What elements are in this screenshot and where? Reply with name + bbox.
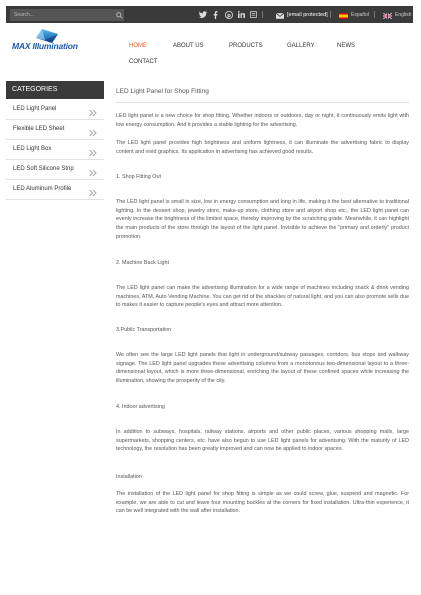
categories-heading: CATEGORIES <box>6 81 104 99</box>
category-label: LED Light Panel <box>13 106 57 112</box>
nav-news[interactable]: NEWS <box>337 43 355 49</box>
envelope-icon <box>276 6 284 24</box>
email-text: [email protected] <box>287 11 328 18</box>
pinterest-icon[interactable] <box>224 10 233 19</box>
svg-text:p: p <box>226 12 231 19</box>
top-bar <box>6 6 413 23</box>
article-paragraph: The installation of the LED light panel for shop fitting is simple as we could screw, glue, suspend and magnetic. For example, we are able to cut and leave four mounting buckles at the corners for fixed installation. Ultra-thin experience, it can be well integrated with the wall after installation. <box>116 491 409 515</box>
category-led-light-box[interactable] <box>6 140 104 160</box>
article-paragraph: We often see the large LED light panels that light in underground/subway passages, corridors, bus stops and walkway signage. The LED light panel upgrades these advertising columns from a monotonous two-dimensional layout to a three-dimensional layout, which is more three-dimensional, enriching the layout of these confined spaces while increasing the illumination, showing the prosperity of the city. <box>116 352 409 385</box>
facebook-icon[interactable] <box>211 10 220 19</box>
search-icon[interactable] <box>114 10 124 20</box>
double-chevron-right-icon <box>88 165 98 175</box>
section-heading: 4. Indoor advertising <box>116 404 165 410</box>
category-label: LED Light Box <box>13 146 52 152</box>
article-paragraph: The LED light panel provides high brightness and uniform lightness, it can illuminate the advertising fabric to display content and vivid graphics. Its application in advertising has achieved good results. <box>116 140 409 155</box>
uk-flag-icon <box>383 6 392 24</box>
nav-contact[interactable]: CONTACT <box>129 59 158 65</box>
nav-home[interactable]: HOME <box>129 43 147 49</box>
divider <box>330 11 331 18</box>
logo-text: MAX Illumination <box>12 41 78 51</box>
language-en[interactable] <box>383 10 411 19</box>
double-chevron-right-icon <box>88 185 98 195</box>
language-es[interactable] <box>339 10 369 19</box>
vk-icon[interactable] <box>249 10 258 19</box>
category-led-aluminum-profile[interactable] <box>6 180 104 200</box>
section-heading: Installation <box>116 474 142 480</box>
divider <box>262 11 263 18</box>
article-paragraph: In addition to subways, hospitals, railway stations, airports and other public places, various shopping malls, large supermarkets, shopping centers, etc. have also begun to use LED light panels for advertising. With the maturity of LED technology, the resolution has been greatly improved and can now be applied to indoor spaces. <box>116 429 409 453</box>
category-flexible-led-sheet[interactable] <box>6 120 104 140</box>
language-label: English <box>395 11 412 18</box>
double-chevron-right-icon <box>88 145 98 155</box>
article-paragraph: The LED light panel can make the advertising illumination for a wide range of machines including snack & drink vending machines, ATM, Auto Vending Machine. You can get rid of the shackles of natural light, and you can also promote sells due to makes it easier to capture people's eyes and attract more attention. <box>116 285 409 309</box>
title-divider <box>116 102 409 103</box>
twitter-icon[interactable] <box>198 10 207 19</box>
logo[interactable] <box>12 28 82 52</box>
nav-products[interactable]: PRODUCTS <box>229 43 263 49</box>
spain-flag-icon <box>339 6 348 24</box>
category-label: LED Aluminum Profile <box>13 186 72 192</box>
category-label: Flexible LED Sheet <box>13 126 65 132</box>
divider <box>374 11 375 18</box>
nav-gallery[interactable]: GALLERY <box>287 43 315 49</box>
page-title: LED Light Panel for Shop Fitting <box>116 88 209 95</box>
category-led-soft-silicone-strip[interactable] <box>6 160 104 180</box>
search-input[interactable] <box>10 9 124 21</box>
section-heading: 1. Shop Fitting Out <box>116 174 161 180</box>
nav-about-us[interactable]: ABOUT US <box>173 43 204 49</box>
linkedin-icon[interactable] <box>237 10 246 19</box>
section-heading: 3.Public Transportation <box>116 327 172 333</box>
email-link[interactable] <box>276 10 328 19</box>
category-label: LED Soft Silicone Strip <box>13 166 74 172</box>
section-heading: 2. Machine Back Light <box>116 260 170 266</box>
double-chevron-right-icon <box>88 125 98 135</box>
article-paragraph: LED light panel is a new choice for shop fitting. Whether indoors or outdoors, day or night, it continuously emits light with low energy consumption. And it provides a stable lighting for the advertising. <box>116 113 409 128</box>
double-chevron-right-icon <box>88 105 98 115</box>
category-led-light-panel[interactable] <box>6 100 104 120</box>
article-paragraph: The LED light panel is small in size, low in energy consumption and long in life, making it the best alternative to traditional lighting. In the dessert shop, jewelry store, make-up store, clothing store and airport shop etc., the LED light panel can evenly increase the brightness of the limited space, thereby improving by the scratching grade. Meanwhile, it can highlight the main products of the store through the layout of the light panel. Invisible to achieve the "primary and orderly" product promotion. <box>116 199 409 240</box>
language-label: Español <box>351 11 370 18</box>
